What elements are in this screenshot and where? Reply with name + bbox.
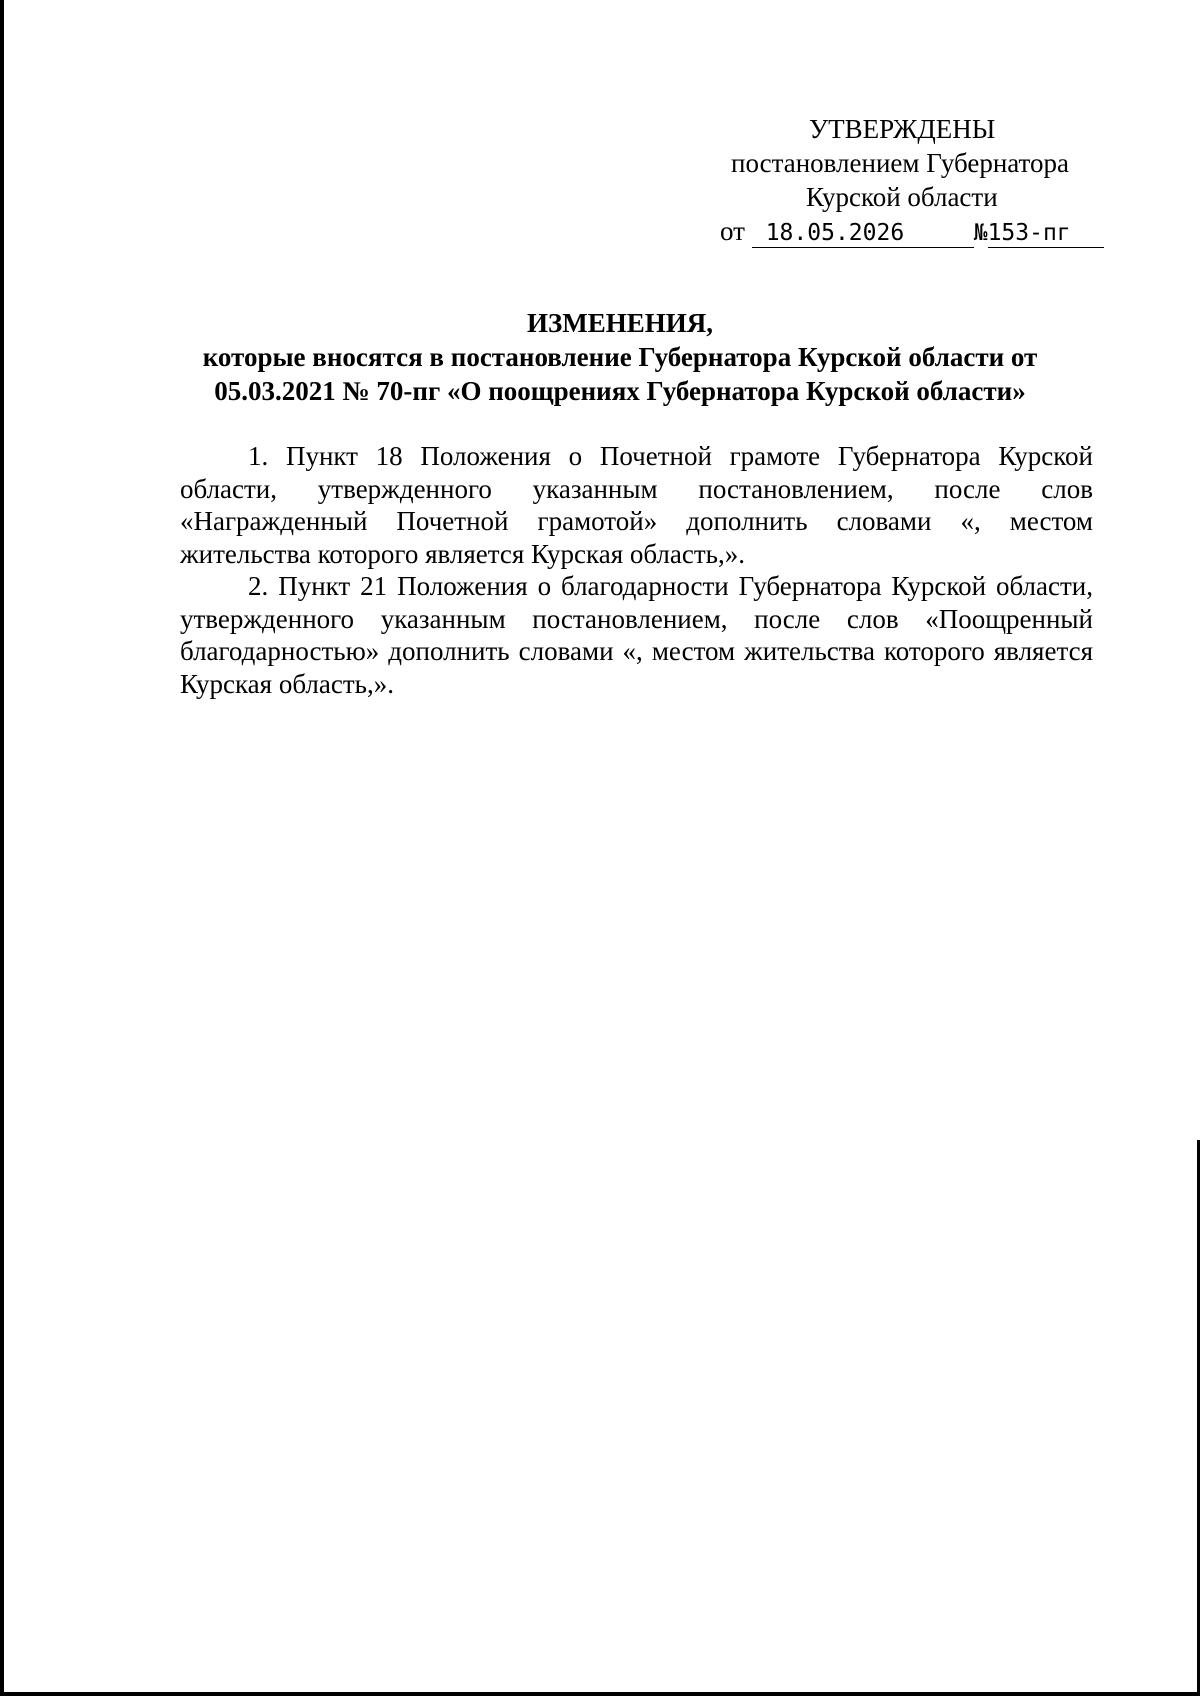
date-prefix: от	[720, 216, 745, 246]
document-subtitle-line-2: 05.03.2021 № 70-пг «О поощрениях Губернатора Курской области»	[214, 376, 1026, 406]
paragraph-2: 2. Пункт 21 Положения о благодарности Губернатора Курской области, утвержденного указанным постановлением, после слов «Поощренный благодарностью» дополнить словами «, местом жительства которого является Курская область,».	[180, 571, 1093, 699]
document-heading	[170, 306, 1070, 408]
approval-number: 153-пг	[988, 219, 1104, 248]
scan-border-left	[0, 0, 4, 1696]
approval-line-authority: постановлением Губернатора	[731, 148, 1069, 178]
approval-date-number-line	[720, 214, 1104, 250]
document-title: ИЗМЕНЕНИЯ,	[526, 308, 713, 338]
document-subtitle-line-1: которые вносятся в постановление Губернатора Курской области от	[202, 342, 1038, 372]
number-sign: №	[973, 220, 988, 246]
approval-date: 18.05.2026	[752, 219, 974, 248]
scan-border-bottom	[0, 1692, 1200, 1696]
document-body	[180, 440, 1093, 700]
paragraph-1: 1. Пункт 18 Положения о Почетной грамоте Губернатора Курской области, утвержденного указанным постановлением, после слов «Награжденный Почетной грамотой» дополнить словами «, местом жительства которого является Курская область,».	[180, 441, 1093, 569]
approval-title: УТВЕРЖДЕНЫ	[809, 114, 996, 144]
approval-line-region: Курской области	[806, 182, 998, 212]
